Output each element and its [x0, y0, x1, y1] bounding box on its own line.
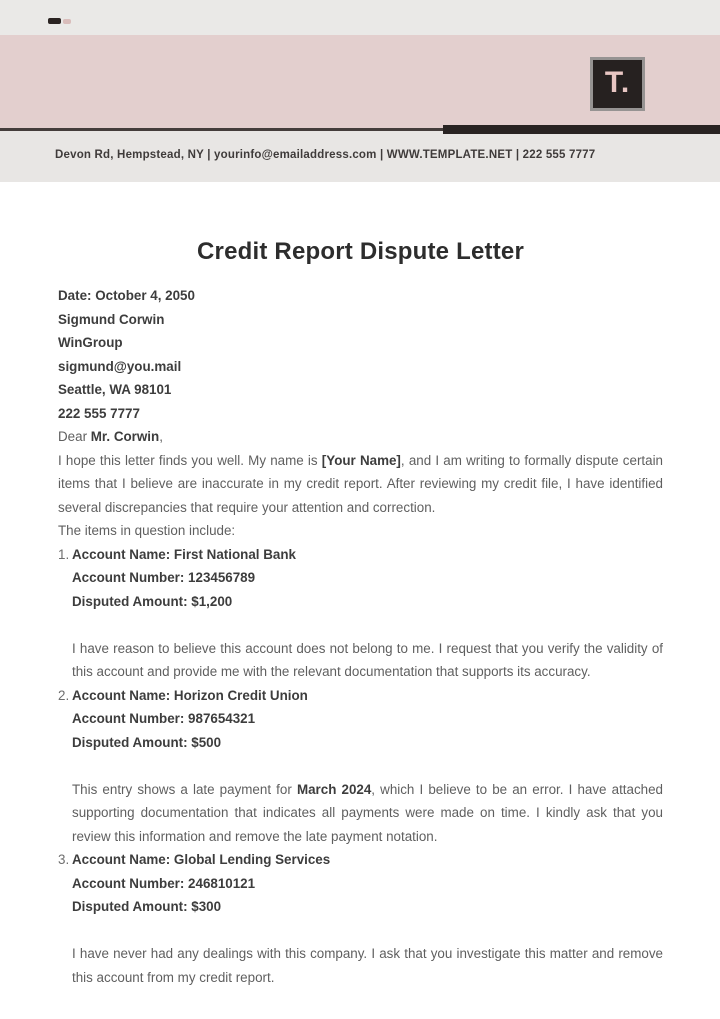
header-divider-accent: [443, 125, 720, 134]
template-logo-letter: T.: [604, 65, 631, 99]
account-number-line: Account Number: 246810121: [72, 875, 256, 891]
item-1-note-text: I have reason to believe this account does not belong to me. I request that you verify the validity of this account and provide me with the relevant documentation that supports its accuracy.: [72, 640, 663, 679]
company-line: WinGroup: [58, 335, 123, 350]
blank-line: [58, 919, 663, 943]
sender-name-line: Sigmund Corwin: [58, 311, 165, 327]
item-3-number: 3.: [58, 852, 70, 867]
corner-mark-dark-bar: [48, 18, 61, 24]
disputed-amount-line: Disputed Amount: $300: [72, 899, 222, 914]
item-3-note-text: I have never had any dealings with this company. I ask that you investigate this matter and remove this account from my credit report.: [72, 946, 663, 985]
disputed-amount-line: Disputed Amount: $1,200: [72, 593, 233, 609]
email-line: sigmund@you.mail: [58, 358, 182, 374]
account-name-line: Account Name: Horizon Credit Union: [72, 687, 308, 703]
dispute-item-2: [58, 684, 663, 755]
item-2-note: [58, 778, 663, 849]
top-bar: [0, 0, 720, 35]
salutation-name: Mr. Corwin: [90, 429, 160, 444]
phone-line: 222 555 7777: [58, 405, 140, 421]
item-1-number: 1.: [58, 546, 70, 562]
account-number-line: Account Number: 987654321: [72, 711, 256, 726]
corner-mark-pink-bar: [63, 19, 71, 24]
item-2-number: 2.: [58, 687, 70, 703]
letter-title: Credit Report Dispute Letter: [197, 238, 524, 265]
account-name-line: Account Name: First National Bank: [72, 546, 296, 562]
template-logo: [590, 57, 645, 111]
contact-bar: [0, 128, 720, 182]
dispute-item-3: [58, 848, 663, 919]
your-name-placeholder: [Your Name]: [321, 452, 401, 468]
disputed-amount-line: Disputed Amount: $500: [72, 734, 222, 750]
date-line: Date: October 4, 2050: [58, 288, 195, 303]
dispute-item-1: [58, 543, 663, 614]
salutation: [58, 425, 663, 449]
city-line: Seattle, WA 98101: [58, 382, 172, 397]
salutation-suffix: ,: [159, 429, 163, 444]
item-3-note: [58, 942, 663, 989]
blank-line: [58, 754, 663, 778]
brand-band: [0, 35, 720, 128]
letter-meta-block: [58, 284, 663, 425]
item-2-note-text-end: , which I believe to be an error. I have attached supporting documentation that indicates all payments were made on time. I kindly ask that you review this information and remove the late payment notation.: [72, 781, 664, 844]
item-2-note-text: This entry shows a late payment for: [72, 781, 297, 797]
items-intro-line: The items in question include:: [58, 523, 236, 538]
intro-text-start: I hope this letter finds you well. My name is: [58, 452, 322, 468]
intro-paragraph: [58, 449, 663, 520]
blank-line: [58, 613, 663, 637]
contact-line: Devon Rd, Hempstead, NY | yourinfo@emailaddress.com | WWW.TEMPLATE.NET | 222 555 7777: [55, 149, 596, 161]
account-number-line: Account Number: 123456789: [72, 570, 256, 585]
intro-text-end: , and I am writing to formally dispute certain items that I believe are inaccurate in my credit report. After reviewing my credit file, I have identified several discrepancies that require your attention and correction.: [58, 452, 663, 515]
letter-body: [58, 284, 663, 989]
item-1-note: [58, 637, 663, 684]
account-name-line: Account Name: Global Lending Services: [72, 852, 331, 867]
letter-document: [0, 239, 720, 989]
salutation-prefix: Dear: [58, 429, 91, 444]
template-corner-mark-icon: [48, 18, 71, 24]
item-2-note-bold: March 2024: [296, 781, 372, 797]
